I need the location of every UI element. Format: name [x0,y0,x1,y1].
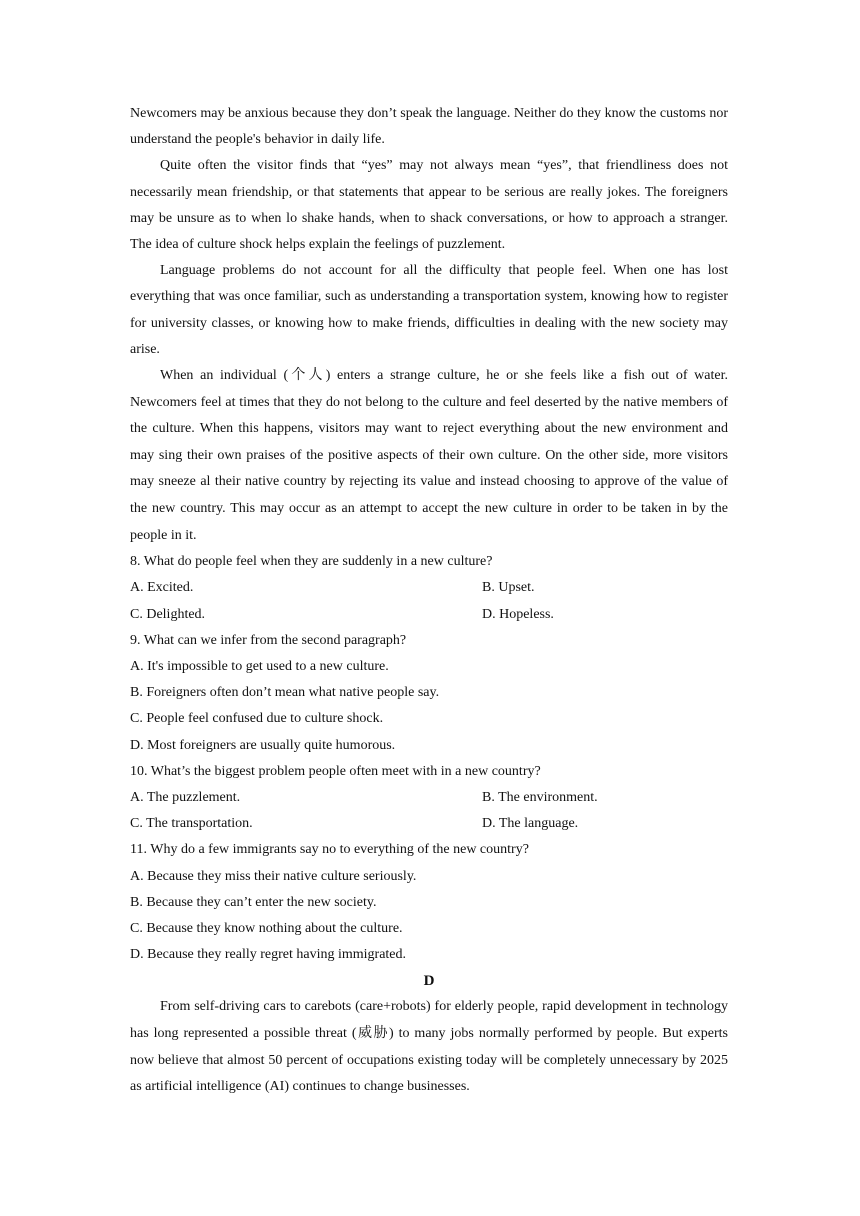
question-11-option-c: C. Because they know nothing about the culture. [130,921,403,937]
question-8-option-a: A. Excited. [130,580,194,596]
passage-c-paragraph-2: Quite often the visitor finds that “yes” may not always mean “yes”, that friendliness does not necessarily mean friendship, or that statements that appear to be serious are really jokes. The foreigners may be unsure as to when lo shake hands, when to shack conversations, or how to approach a stranger. The idea of culture shock helps explain the feelings of puzzlement. [130,158,728,253]
passage-c-paragraph-1: Newcomers may be anxious because they don’t speak the language. Neither do they know the customs nor understand the people's behavior in daily life. [130,106,728,148]
passage-c-paragraph-4: When an individual (个人) enters a strange culture, he or she feels like a fish out of water. Newcomers feel at times that they do not belong to the culture and feel deserted by the native members of the culture. When this happens, visitors may want to reject everything about the new environment and may sing their own praises of the positive aspects of their own culture. On the other side, more visitors may sneeze al their native country by rejecting its value and instead choosing to approve of the value of the new country. This may occur as an attempt to accept the new culture in order to be taken in by the people in it. [130,368,728,543]
question-8-option-b: B. Upset. [482,580,535,596]
question-8-options-row-1 [130,575,728,601]
passage-c-paragraph-3: Language problems do not account for all the difficulty that people feel. When one has lost everything that was once familiar, such as understanding a transportation system, knowing how to register for university classes, or knowing how to make friends, difficulties in dealing with the new society may arise. [130,263,728,357]
section-d-paragraph-1: From self-driving cars to carebots (care+robots) for elderly people, rapid development in technology has long represented a possible threat (威胁) to many jobs normally performed by people. But experts now believe that almost 50 percent of occupations existing today will be completely unnecessary by 2025 as artificial intelligence (AI) continues to change businesses. [130,999,728,1095]
question-9-option-d: D. Most foreigners are usually quite humorous. [130,737,396,753]
question-9-option-a: A. It's impossible to get used to a new culture. [130,659,389,674]
question-9-stem: 9. What can we infer from the second paragraph? [130,632,407,648]
question-10-stem: 10. What’s the biggest problem people often meet with in a new country? [130,763,541,779]
question-11 [130,837,728,968]
section-d-heading: D [423,973,435,990]
question-10-option-a: A. The puzzlement. [130,790,241,806]
question-8 [130,549,728,628]
question-10-options-row-1 [130,785,728,811]
question-8-option-d: D. Hopeless. [482,606,554,622]
question-8-option-c: C. Delighted. [130,606,206,622]
question-11-option-a: A. Because they miss their native culture seriously. [130,868,417,884]
question-11-option-d: D. Because they really regret having immigrated. [130,947,407,963]
question-11-option-b: B. Because they can’t enter the new society. [130,894,377,910]
question-9-option-b: B. Foreigners often don’t mean what native people say. [130,685,440,701]
question-10-option-c: C. The transportation. [130,816,253,832]
question-9-option-c: C. People feel confused due to culture shock. [130,711,384,727]
question-8-stem: 8. What do people feel when they are suddenly in a new culture? [130,554,493,570]
question-11-stem: 11. Why do a few immigrants say no to everything of the new country? [130,842,529,858]
question-10-option-d: D. The language. [482,816,579,832]
question-8-options-row-2 [130,602,728,628]
question-10 [130,759,728,838]
question-9 [130,628,728,759]
question-10-option-b: B. The environment. [482,790,598,806]
document-page [130,101,728,1101]
question-10-options-row-2 [130,811,728,837]
